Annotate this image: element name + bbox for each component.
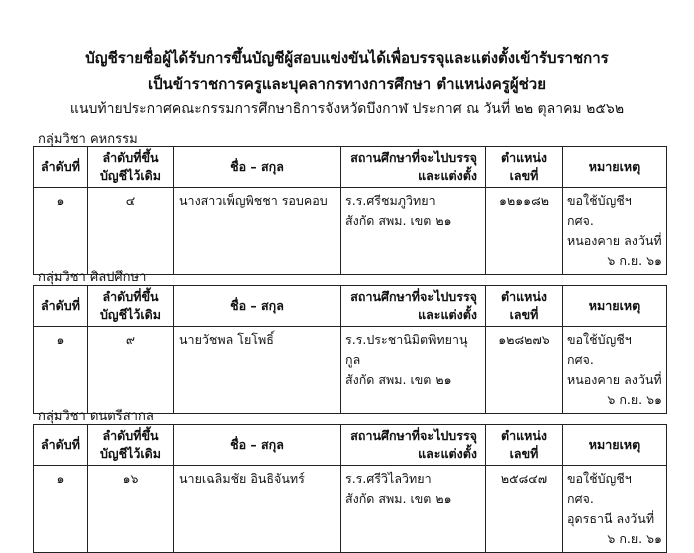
group-label-western-music: กลุ่มวิชา ดนตรีสากล [38, 409, 154, 424]
cell-original-order: ๙ [88, 327, 174, 414]
table-row [34, 466, 667, 553]
cell-name: นายวัชพล โยโพธิ์ [174, 327, 341, 414]
header-remark: หมายเหตุ [563, 147, 667, 188]
cell-original-order: ๑๖ [88, 466, 174, 553]
document-title-line-1: บัญชีรายชื่อผู้ได้รับการขึ้นบัญชีผู้สอบแข่งขันได้เพื่อบรรจุและแต่งตั้งเข้ารับราชการ [85, 49, 609, 67]
cell-school: ร.ร.ศรีชมภูวิทยา สังกัด สพม. เขต ๒๑ [341, 188, 486, 275]
header-remark: หมายเหตุ [563, 425, 667, 466]
table-row [34, 327, 667, 414]
header-position-number: ตำแหน่ง เลขที่ [486, 425, 563, 466]
cell-remark: ขอใช้บัญชีฯ กศจ. หนองคาย ลงวันที่ ๖ ก.ย. ๖๑ [563, 188, 667, 275]
table-header-row [34, 286, 667, 327]
cell-original-order: ๔ [88, 188, 174, 275]
cell-school: ร.ร.ศรีวิไลวิทยา สังกัด สพม. เขต ๒๑ [341, 466, 486, 553]
header-order: ลำดับที่ [34, 286, 88, 327]
table-row [34, 188, 667, 275]
document-subtitle: แนบท้ายประกาศคณะกรรมการศึกษาธิการจังหวัดบึงกาฬ ประกาศ ณ วันที่ ๒๒ ตุลาคม ๒๕๖๒ [69, 101, 625, 117]
cell-order: ๑ [34, 466, 88, 553]
cell-position-number: ๑๒๑๑๘๒ [486, 188, 563, 275]
table-header-row [34, 425, 667, 466]
table-western-music [33, 424, 667, 553]
header-original-order: ลำดับที่ขึ้น บัญชีไว้เดิม [88, 425, 174, 466]
table-home-economics [33, 146, 667, 275]
cell-name: นางสาวเพ็ญพิชชา รอบคอบ [174, 188, 341, 275]
header-name: ชื่อ – สกุล [174, 147, 341, 188]
cell-position-number: ๑๒๘๒๗๖ [486, 327, 563, 414]
cell-remark: ขอใช้บัญชีฯ กศจ. หนองคาย ลงวันที่ ๖ ก.ย. ๖๑ [563, 327, 667, 414]
table-art-education [33, 285, 667, 414]
group-label-art-education: กลุ่มวิชา ศิลปศึกษา [38, 270, 147, 285]
table-header-row [34, 147, 667, 188]
cell-remark: ขอใช้บัญชีฯ กศจ. อุดรธานี ลงวันที่ ๖ ก.ย. ๖๑ [563, 466, 667, 553]
header-name: ชื่อ – สกุล [174, 286, 341, 327]
cell-position-number: ๒๕๘๔๗ [486, 466, 563, 553]
cell-school: ร.ร.ประชานิมิตพิทยานุกูล สังกัด สพม. เขต ๒๑ [341, 327, 486, 414]
document-title-line-2: เป็นข้าราชการครูและบุคลากรทางการศึกษา ตำแหน่งครูผู้ช่วย [147, 75, 547, 93]
header-original-order: ลำดับที่ขึ้น บัญชีไว้เดิม [88, 147, 174, 188]
header-name: ชื่อ – สกุล [174, 425, 341, 466]
header-remark: หมายเหตุ [563, 286, 667, 327]
header-school: สถานศึกษาที่จะไปบรรจุ และแต่งตั้ง [341, 286, 486, 327]
header-original-order: ลำดับที่ขึ้น บัญชีไว้เดิม [88, 286, 174, 327]
header-position-number: ตำแหน่ง เลขที่ [486, 147, 563, 188]
header-order: ลำดับที่ [34, 147, 88, 188]
cell-order: ๑ [34, 188, 88, 275]
header-school: สถานศึกษาที่จะไปบรรจุ และแต่งตั้ง [341, 147, 486, 188]
header-school: สถานศึกษาที่จะไปบรรจุ และแต่งตั้ง [341, 425, 486, 466]
cell-order: ๑ [34, 327, 88, 414]
cell-name: นายเฉลิมชัย อินธิจันทร์ [174, 466, 341, 553]
header-order: ลำดับที่ [34, 425, 88, 466]
group-label-home-economics: กลุ่มวิชา คหกรรม [38, 132, 138, 147]
header-position-number: ตำแหน่ง เลขที่ [486, 286, 563, 327]
